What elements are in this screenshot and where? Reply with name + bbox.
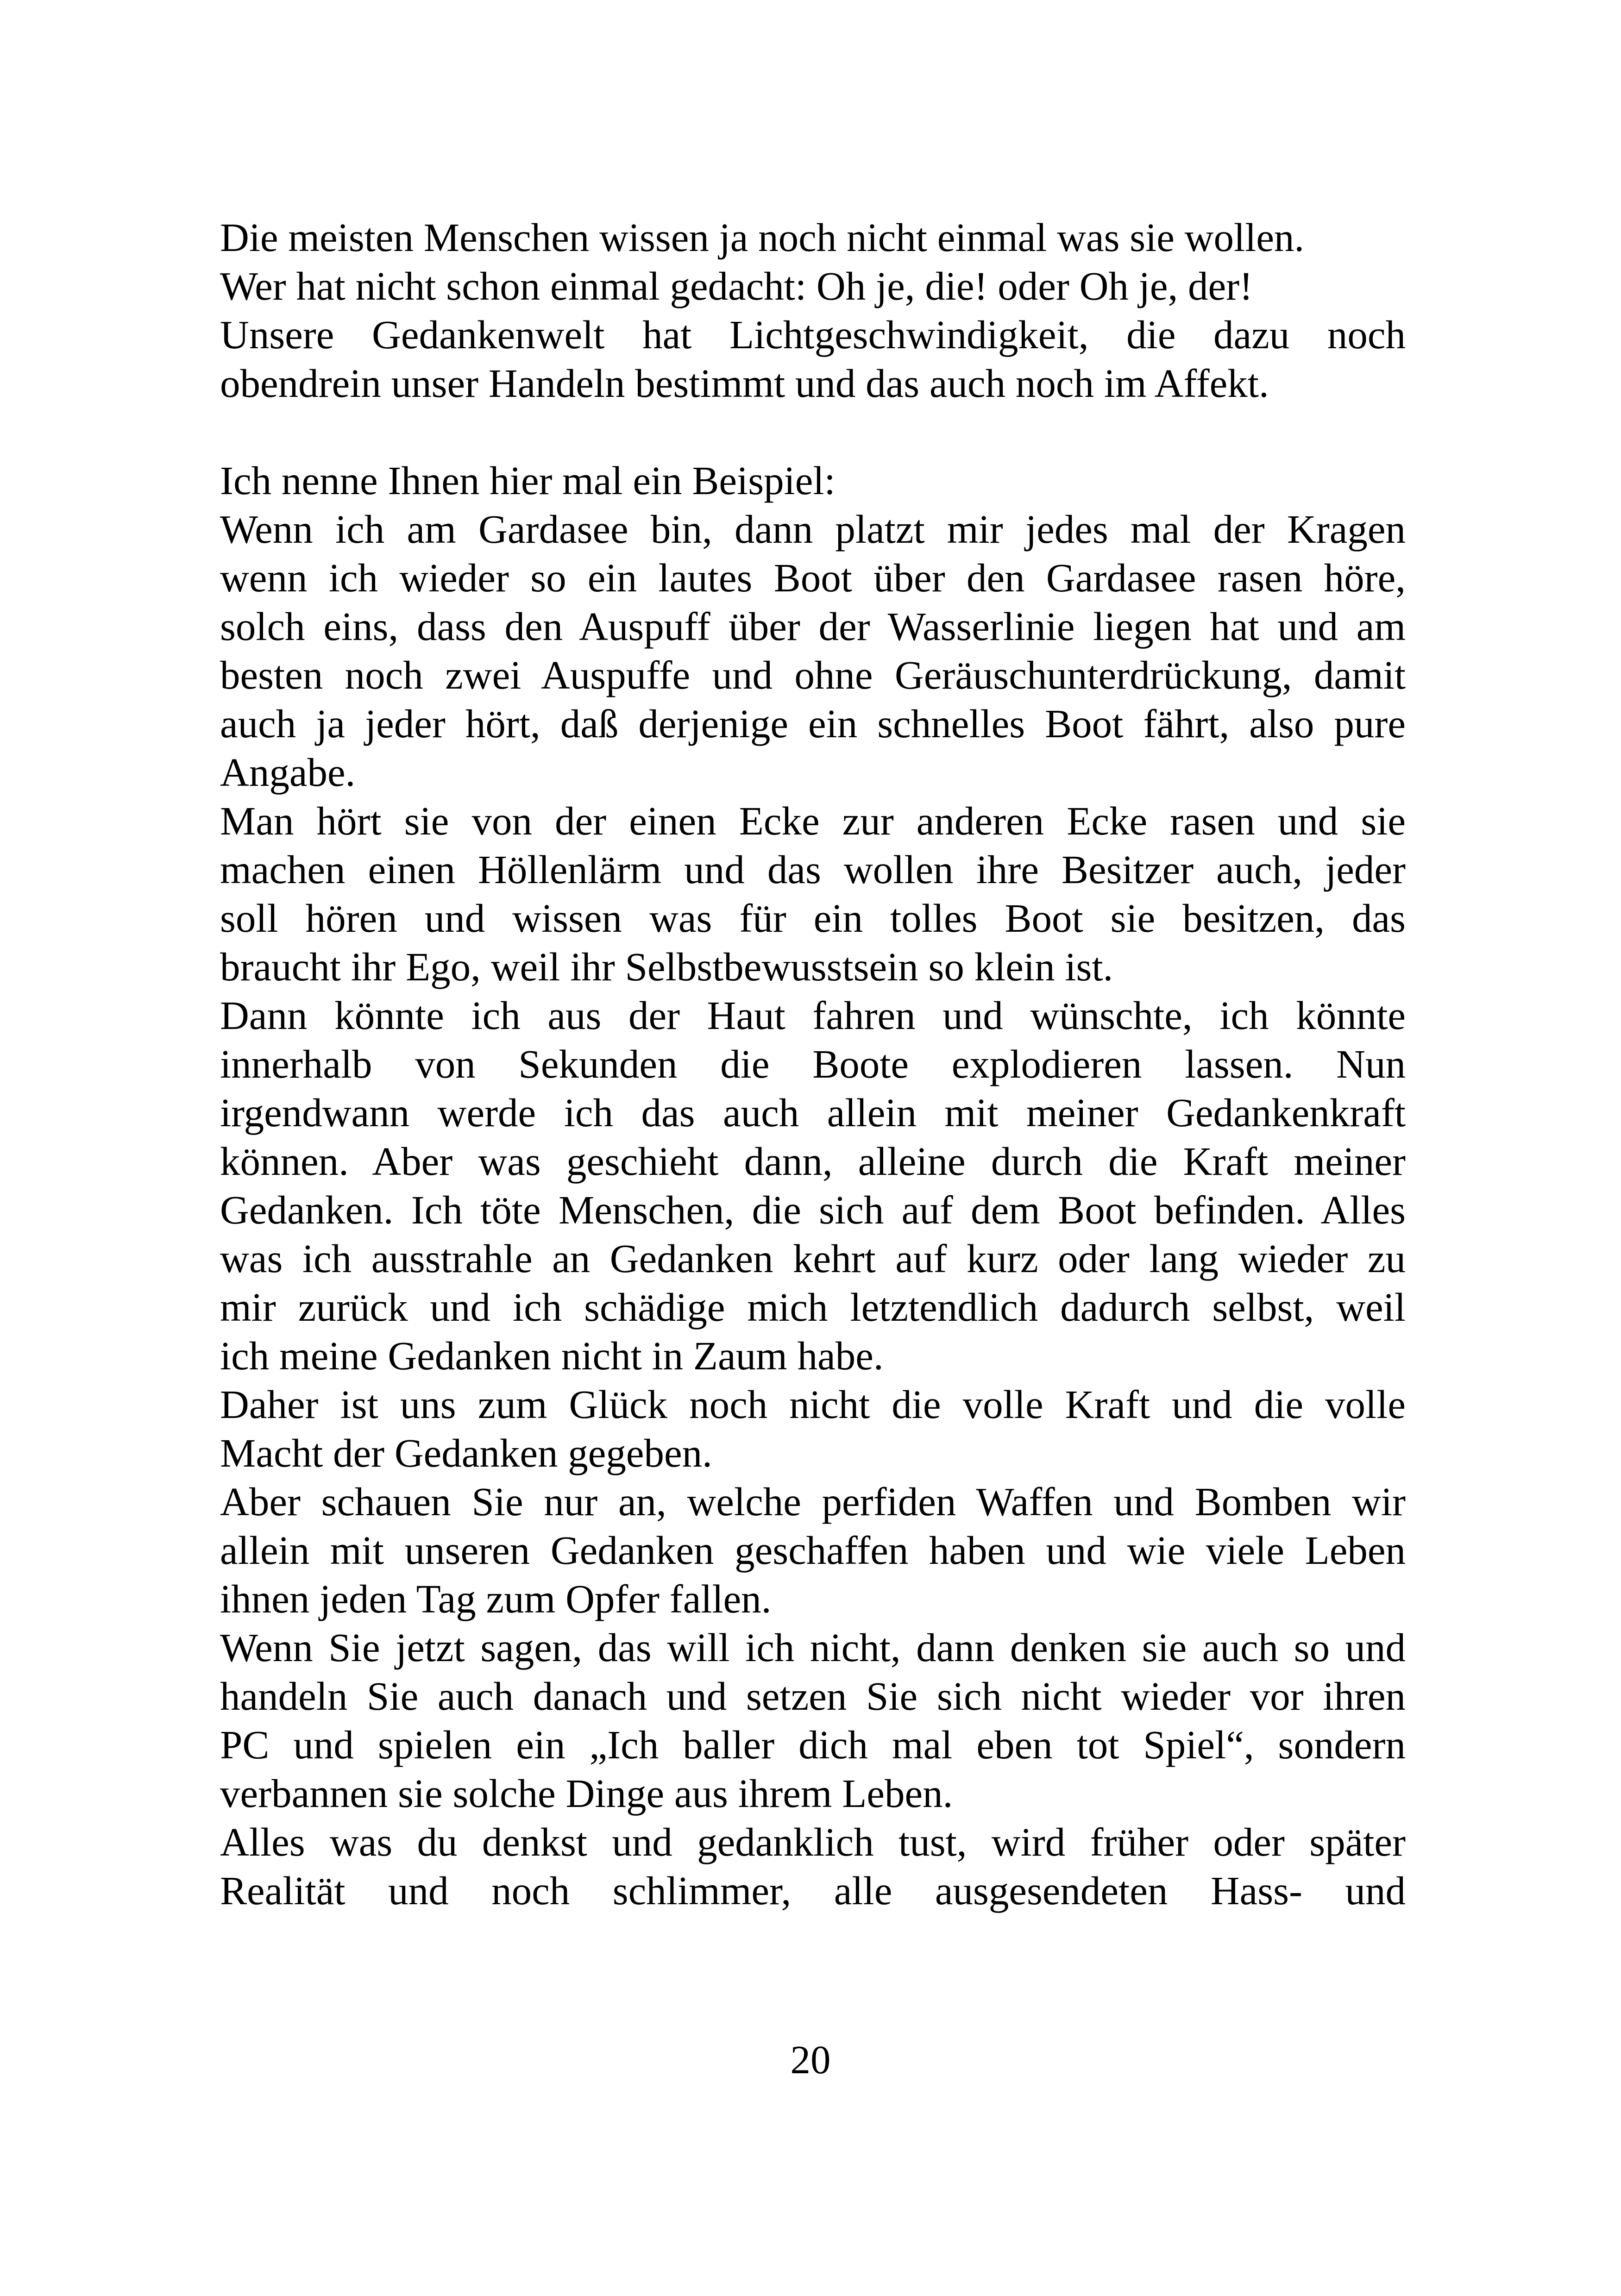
text-line: machen einen Höllenlärm und das wollen ihre Besitzer auch, jeder <box>220 847 1406 892</box>
page-number: 20 <box>790 2037 831 2082</box>
text-line: braucht ihr Ego, weil ihr Selbstbewusstsein so klein ist. <box>220 944 1113 989</box>
text-line: auch ja jeder hört, daß derjenige ein schnelles Boot fährt, also pure <box>220 701 1406 746</box>
text-line: Dann könnte ich aus der Haut fahren und wünschte, ich könnte <box>220 993 1406 1038</box>
text-line: Gedanken. Ich töte Menschen, die sich auf dem Boot befinden. Alles <box>220 1187 1406 1232</box>
text-line: was ich ausstrahle an Gedanken kehrt auf kurz oder lang wieder zu <box>220 1236 1406 1281</box>
text-line: mir zurück und ich schädige mich letztendlich dadurch selbst, weil <box>220 1285 1406 1330</box>
text-line: besten noch zwei Auspuffe und ohne Geräuschunterdrückung, damit <box>220 652 1406 697</box>
text-line: soll hören und wissen was für ein tolles Boot sie besitzen, das <box>220 896 1406 941</box>
text-line: PC und spielen ein „Ich baller dich mal eben tot Spiel“, sondern <box>220 1722 1406 1767</box>
text-line: können. Aber was geschieht dann, alleine durch die Kraft meiner <box>220 1139 1406 1184</box>
text-line: irgendwann werde ich das auch allein mit meiner Gedankenkraft <box>220 1090 1406 1135</box>
text-line: ich meine Gedanken nicht in Zaum habe. <box>220 1333 884 1378</box>
body-text <box>220 213 1406 1915</box>
text-line: Unsere Gedankenwelt hat Lichtgeschwindigkeit, die dazu noch <box>220 312 1406 357</box>
text-line: allein mit unseren Gedanken geschaffen haben und wie viele Leben <box>220 1528 1406 1573</box>
text-line: solch eins, dass den Auspuff über der Wasserlinie liegen hat und am <box>220 604 1406 649</box>
text-line: ihnen jeden Tag zum Opfer fallen. <box>220 1576 772 1621</box>
text-line: handeln Sie auch danach und setzen Sie sich nicht wieder vor ihren <box>220 1674 1406 1719</box>
text-line: Wenn Sie jetzt sagen, das will ich nicht, dann denken sie auch so und <box>220 1625 1406 1670</box>
text-line: Daher ist uns zum Glück noch nicht die volle Kraft und die volle <box>220 1382 1406 1427</box>
text-line: Wenn ich am Gardasee bin, dann platzt mir jedes mal der Kragen <box>220 507 1406 552</box>
text-line: Alles was du denkst und gedanklich tust, wird früher oder später <box>220 1819 1406 1864</box>
text-line: Angabe. <box>220 750 356 795</box>
text-line: Realität und noch schlimmer, alle ausgesendeten Hass- und <box>220 1868 1406 1913</box>
paragraph-spacer <box>220 408 1406 456</box>
text-line: Aber schauen Sie nur an, welche perfiden Waffen und Bomben wir <box>220 1479 1406 1524</box>
text-line: Wer hat nicht schon einmal gedacht: Oh je, die! oder Oh je, der! <box>220 263 1253 308</box>
text-line: obendrein unser Handeln bestimmt und das auch noch im Affekt. <box>220 361 1269 406</box>
text-line: Man hört sie von der einen Ecke zur anderen Ecke rasen und sie <box>220 798 1406 843</box>
text-line: verbannen sie solche Dinge aus ihrem Leben. <box>220 1771 953 1816</box>
text-line: Die meisten Menschen wissen ja noch nicht einmal was sie wollen. <box>220 215 1305 260</box>
text-line: Ich nenne Ihnen hier mal ein Beispiel: <box>220 458 836 503</box>
text-line: Macht der Gedanken gegeben. <box>220 1430 712 1475</box>
text-line: wenn ich wieder so ein lautes Boot über den Gardasee rasen höre, <box>220 555 1406 600</box>
text-line: innerhalb von Sekunden die Boote explodieren lassen. Nun <box>220 1041 1406 1086</box>
